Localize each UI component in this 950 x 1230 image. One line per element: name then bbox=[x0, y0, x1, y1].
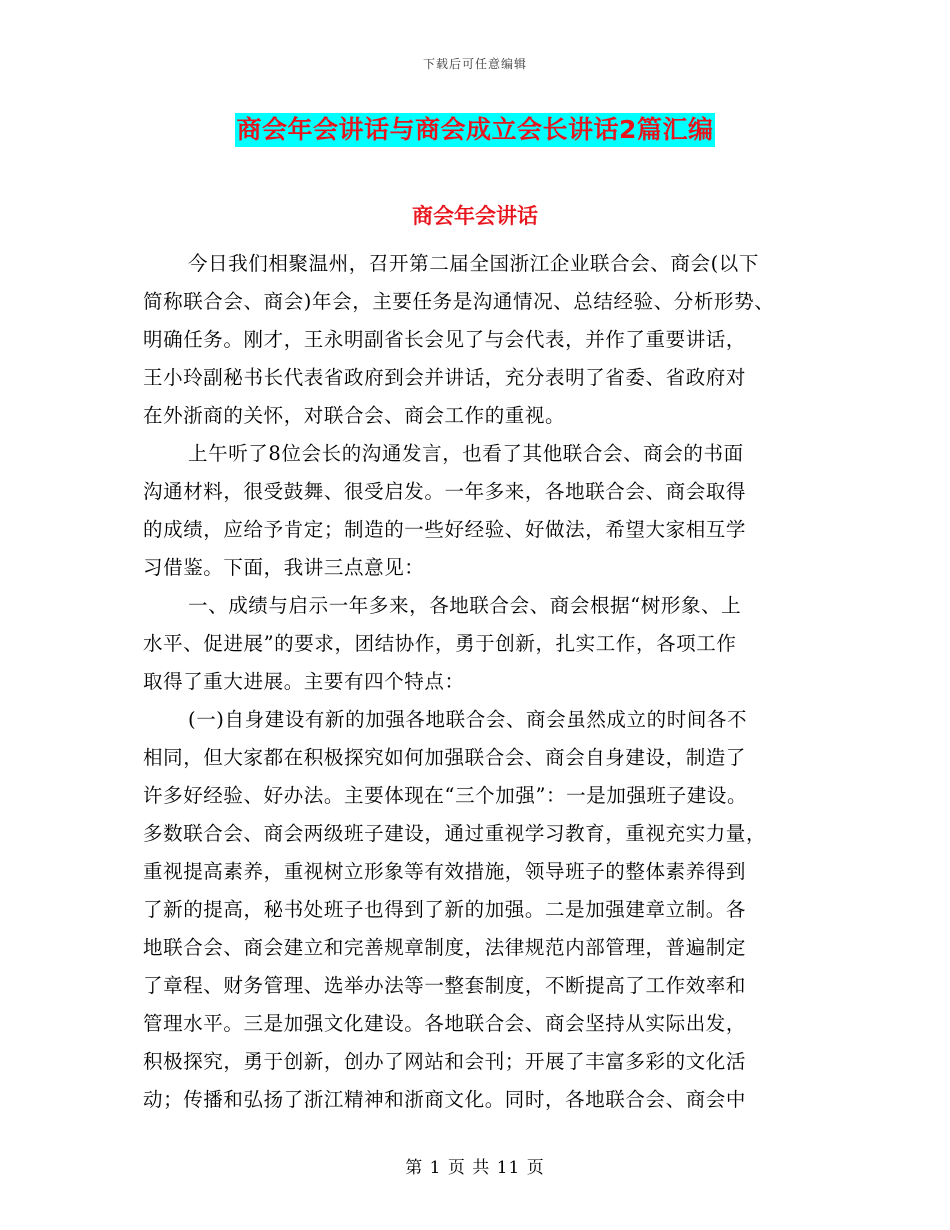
paragraph-line: 明确任务。刚才，王永明副省长会见了与会代表，并作了重要讲话， bbox=[143, 328, 747, 351]
paragraph-line: 了新的提高，秘书处班子也得到了新的加强。二是加强建章立制。各 bbox=[143, 898, 747, 921]
paragraph-line: 习借鉴。下面，我讲三点意见： bbox=[143, 556, 425, 579]
header-note: 下载后可任意编辑 bbox=[422, 57, 527, 71]
paragraph-line: 了章程、财务管理、选举办法等一整套制度，不断提高了工作效率和 bbox=[143, 974, 747, 997]
paragraph-line: 在外浙商的关怀，对联合会、商会工作的重视。 bbox=[143, 404, 566, 427]
main-title-container bbox=[0, 113, 950, 147]
paragraph-line: 上午听了8位会长的沟通发言，也看了其他联合会、商会的书面 bbox=[188, 442, 744, 465]
paragraph-line: 积极探究，勇于创新，创办了网站和会刊；开展了丰富多彩的文化活 bbox=[143, 1050, 747, 1073]
paragraph-line: 简称联合会、商会)年会，主要任务是沟通情况、总结经验、分析形势、 bbox=[143, 290, 775, 313]
paragraph-line: 王小玲副秘书长代表省政府到会并讲话，充分表明了省委、省政府对 bbox=[143, 366, 747, 389]
paragraph-line: 沟通材料，很受鼓舞、很受启发。一年多来，各地联合会、商会取得 bbox=[143, 480, 747, 503]
paragraph-line: 的成绩，应给予肯定；制造的一些好经验、好做法，希望大家相互学 bbox=[143, 518, 747, 541]
paragraph-line: (一)自身建设有新的加强各地联合会、商会虽然成立的时间各不 bbox=[188, 708, 748, 731]
paragraph-line: 相同，但大家都在积极探究如何加强联合会、商会自身建设，制造了 bbox=[143, 746, 747, 769]
paragraph-line: 取得了重大进展。主要有四个特点： bbox=[143, 670, 465, 693]
paragraph-line: 许多好经验、好办法。主要体现在“三个加强”：一是加强班子建设。 bbox=[143, 784, 748, 807]
paragraph-line: 管理水平。三是加强文化建设。各地联合会、商会坚持从实际出发， bbox=[143, 1012, 747, 1035]
body-text bbox=[143, 245, 823, 1119]
section-title: 商会年会讲话 bbox=[412, 204, 538, 228]
paragraph-line: 水平、促进展”的要求，团结协作，勇于创新，扎实工作，各项工作 bbox=[143, 632, 737, 655]
paragraph-line: 一、成绩与启示一年多来，各地联合会、商会根据“树形象、上 bbox=[188, 594, 742, 617]
page-number: 第 1 页 共 11 页 bbox=[405, 1158, 545, 1178]
paragraph-line: 多数联合会、商会两级班子建设，通过重视学习教育，重视充实力量， bbox=[143, 822, 767, 845]
paragraph-line: 今日我们相聚温州，召开第二届全国浙江企业联合会、商会(以下 bbox=[188, 252, 760, 275]
document-title: 商会年会讲话与商会成立会长讲话2篇汇编 bbox=[235, 113, 716, 147]
paragraph-line: 重视提高素养，重视树立形象等有效措施，领导班子的整体素养得到 bbox=[143, 860, 747, 883]
paragraph-line: 地联合会、商会建立和完善规章制度，法律规范内部管理，普遍制定 bbox=[143, 936, 747, 959]
paragraph-line: 动；传播和弘扬了浙江精神和浙商文化。同时，各地联合会、商会中 bbox=[143, 1088, 747, 1111]
